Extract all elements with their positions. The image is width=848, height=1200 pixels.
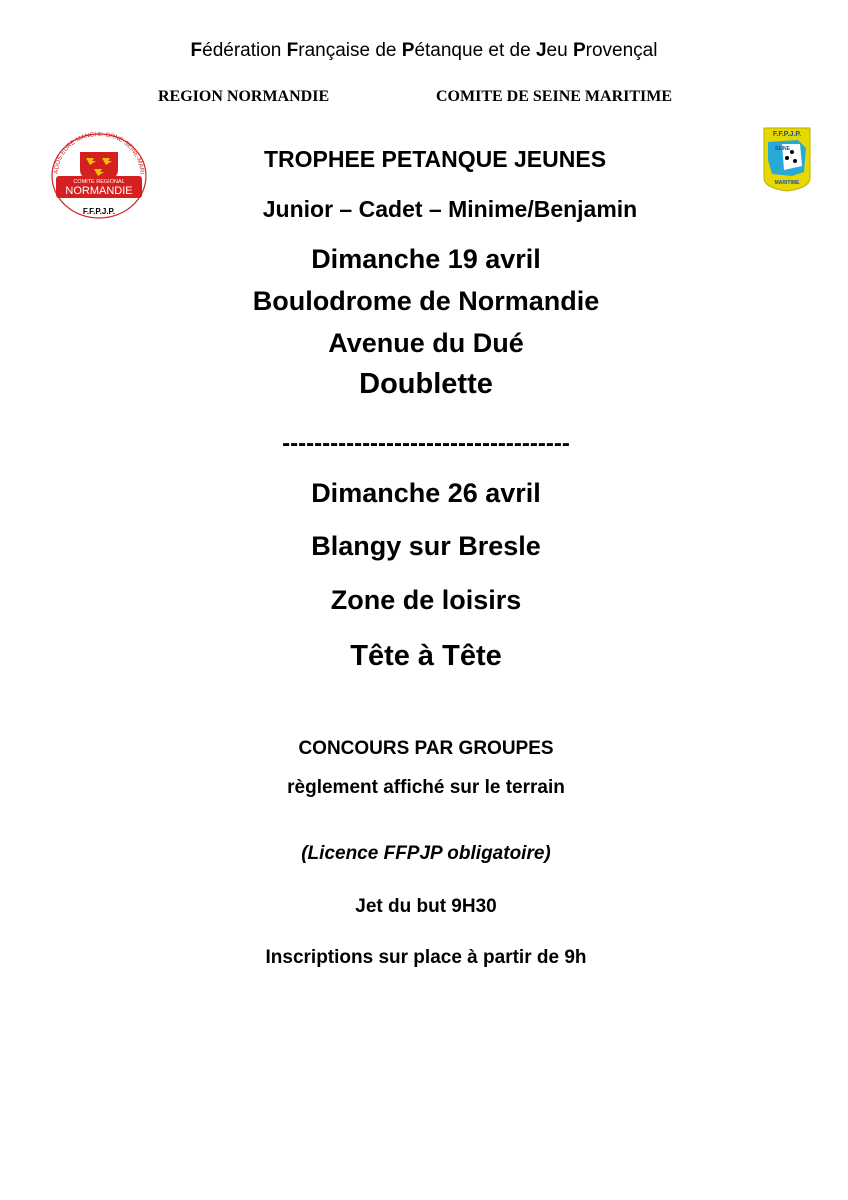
logo-bottom-text: F.F.P.J.P.: [82, 207, 116, 216]
federation-initial: F: [286, 40, 299, 61]
event-2-location: Blangy sur Bresle: [311, 531, 541, 561]
inscriptions-text: Inscriptions sur place à partir de 9h: [265, 947, 587, 968]
ffpjp-seine-maritime-logo: [762, 126, 812, 192]
federation-initial: P: [572, 40, 586, 61]
concours-label: CONCOURS PAR GROUPES: [298, 738, 554, 759]
logo-maritime-text: MARITIME: [774, 180, 800, 186]
comite-regional-normandie-logo: [44, 132, 154, 222]
federation-title: [0, 40, 848, 62]
logo-band-main: NORMANDIE: [65, 185, 133, 197]
federation-word: eu: [546, 40, 573, 61]
separator: ------------------------------------: [282, 430, 570, 457]
logo-ffpjp-text: F.F.P.J.P.: [772, 131, 802, 138]
event-2-address: Zone de loisirs: [330, 585, 522, 615]
federation-word: rovençal: [585, 40, 658, 61]
event-2-format: Tête à Tête: [350, 640, 502, 672]
federation-initial: F: [190, 40, 203, 61]
event-1-date: Dimanche 19 avril: [311, 244, 541, 274]
comite-label: COMITE DE SEINE MARITIME: [436, 88, 673, 105]
federation-word: étanque et de: [414, 40, 536, 61]
federation-initial: P: [401, 40, 415, 61]
event-title: TROPHEE PETANQUE JEUNES: [263, 146, 607, 172]
event-2-date: Dimanche 26 avril: [311, 478, 541, 508]
licence-note: (Licence FFPJP obligatoire): [301, 843, 551, 864]
federation-word: édération: [202, 40, 287, 61]
jet-du-but: Jet du but 9H30: [355, 896, 497, 917]
federation-word: rançaise de: [298, 40, 402, 61]
event-1-format: Doublette: [359, 368, 493, 400]
event-1-address: Avenue du Dué: [328, 328, 524, 358]
event-1-location: Boulodrome de Normandie: [252, 286, 600, 316]
logo-band-top: COMITE REGIONAL: [73, 179, 125, 185]
federation-initial: J: [535, 40, 547, 61]
event-categories: Junior – Cadet – Minime/Benjamin: [262, 196, 638, 222]
logo-seine-text: SEINE: [775, 146, 791, 152]
reglement-text: règlement affiché sur le terrain: [287, 777, 565, 798]
logo-ring-text: ADOS·EURE·MANCHE·ORNE·SEINE-MARI: [52, 132, 146, 175]
region-label: REGION NORMANDIE: [158, 88, 330, 105]
